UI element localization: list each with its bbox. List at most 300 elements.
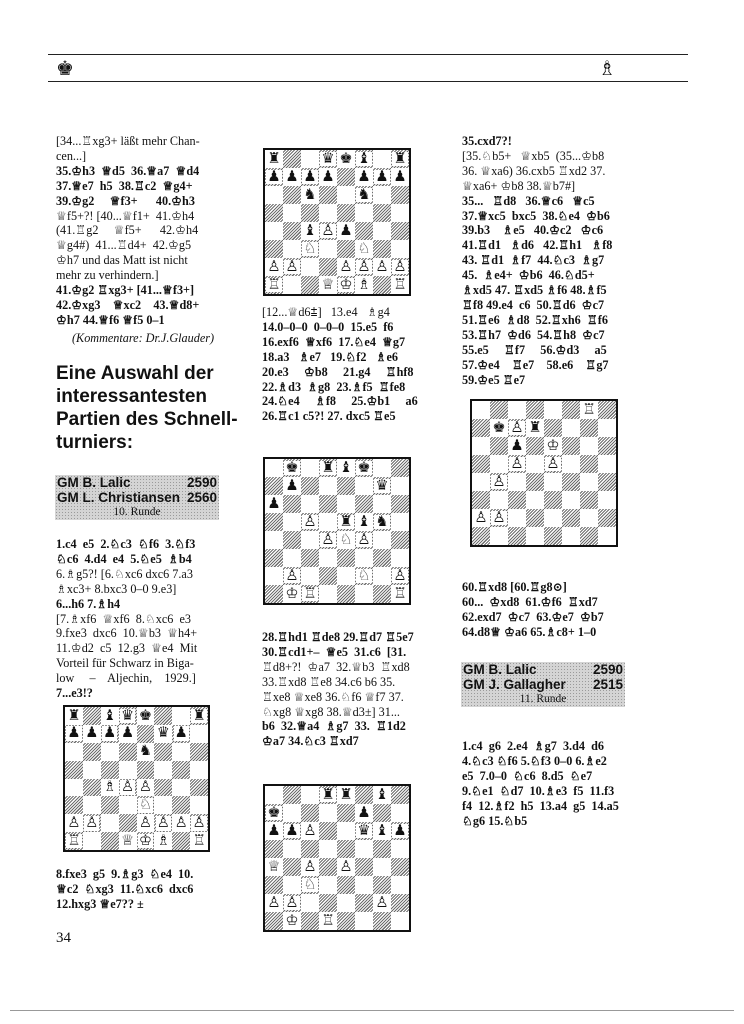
board-square [265, 804, 283, 822]
chess-piece: ♚ [138, 706, 152, 724]
board-square [337, 495, 355, 513]
board-square [319, 459, 337, 477]
move-line: 36. ♕xa6) 36.cxb5 ♖xd2 37. [462, 163, 606, 178]
board-square [172, 707, 190, 725]
chess-piece: ♙ [267, 893, 281, 911]
move-line: 59.♔e5 ♖e7 [462, 372, 526, 387]
chess-piece: ♛ [357, 821, 371, 839]
board-square [265, 258, 283, 276]
board-square [119, 725, 137, 743]
board-square [580, 473, 598, 491]
board-square [373, 222, 391, 240]
board-square [598, 419, 616, 437]
chess-piece: ♜ [321, 785, 335, 803]
board-square [319, 150, 337, 168]
chess-piece: ♟ [285, 476, 299, 494]
board-square [283, 258, 301, 276]
move-line: 7...e3!? [56, 686, 93, 701]
board-square [119, 779, 137, 797]
board-square [355, 822, 373, 840]
round-label: 10. Runde [113, 506, 161, 518]
chess-piece: ♟ [357, 167, 371, 185]
board-square [373, 804, 391, 822]
board-square [283, 459, 301, 477]
board-square [265, 168, 283, 186]
col1-moves-mid [56, 537, 256, 701]
board-square [301, 585, 319, 603]
player-black: GM J. Gallagher 2515 [463, 677, 623, 692]
chess-piece: ♙ [120, 778, 135, 796]
chess-piece: ♔ [285, 584, 299, 602]
board-square [391, 840, 409, 858]
board-square [373, 567, 391, 585]
chess-piece: ♙ [303, 512, 317, 530]
chess-piece: ♛ [375, 476, 389, 494]
board-square [355, 876, 373, 894]
board-square [472, 419, 490, 437]
board-square [355, 240, 373, 258]
board-square [544, 401, 562, 419]
move-line: 35.♔h3 ♕d5 36.♕a7 ♕d4 [56, 163, 200, 178]
col3-moves-a [462, 134, 662, 387]
chess-piece: ♚ [339, 149, 353, 167]
chess-piece: ♙ [285, 257, 299, 275]
chess-piece: ♚ [492, 418, 506, 436]
move-line: 22.♗d3 ♗g8 23.♗f5 ♖fe8 [262, 379, 406, 394]
board-square [172, 796, 190, 814]
board-square [301, 549, 319, 567]
board-square [283, 222, 301, 240]
move-line: 64.d8♕ ♔a6 65.♗c8+ 1–0 [462, 624, 597, 639]
board-square [580, 509, 598, 527]
board-square [355, 912, 373, 930]
board-square [265, 204, 283, 222]
move-line: 37.♕xc5 bxc5 38.♘e4 ♔b6 [462, 208, 610, 223]
board-square [544, 473, 562, 491]
board-square [319, 840, 337, 858]
board-square [265, 186, 283, 204]
board-square [83, 743, 101, 761]
chess-piece: ♟ [303, 167, 317, 185]
board-square [265, 567, 283, 585]
board-square [265, 840, 283, 858]
board-square [301, 258, 319, 276]
board-square [301, 513, 319, 531]
board-square [355, 804, 373, 822]
chess-piece: ♞ [138, 742, 152, 760]
board-square [319, 276, 337, 294]
board-square [526, 455, 544, 473]
board-square [508, 401, 526, 419]
board-square [373, 186, 391, 204]
heading-line: interessantesten [56, 386, 208, 407]
board-square [373, 876, 391, 894]
board-square [154, 707, 172, 725]
chess-piece: ♙ [393, 566, 407, 584]
board-square [101, 743, 119, 761]
move-line: 39.b3 ♗e5 40.♔c2 ♔c6 [462, 223, 604, 238]
chess-piece: ♜ [192, 706, 206, 724]
commentary-text: (Kommentare: Dr.J.Glauder) [72, 331, 215, 345]
board-square [337, 822, 355, 840]
board-square [101, 707, 119, 725]
chess-piece: ♛ [120, 706, 135, 724]
board-square [337, 786, 355, 804]
board-square [265, 240, 283, 258]
chess-piece: ♘ [357, 566, 371, 584]
board-square [301, 150, 319, 168]
board-square [283, 477, 301, 495]
board-square [562, 437, 580, 455]
move-line: Vorteil für Schwarz in Biga- [56, 656, 194, 671]
board-square [544, 527, 562, 545]
board-square [337, 240, 355, 258]
move-line: ♘g6 15.♘b5 [462, 813, 528, 828]
move-line: 16.exf6 ♕xf6 17.♘e4 ♕g7 [262, 334, 406, 349]
board-square [172, 725, 190, 743]
board-square [172, 779, 190, 797]
player-black: GM L. Christiansen 2560 [57, 490, 217, 505]
board-square [319, 258, 337, 276]
board-square [598, 437, 616, 455]
board-square [337, 204, 355, 222]
chess-piece: ♙ [303, 857, 317, 875]
board-square [337, 585, 355, 603]
board-square [562, 473, 580, 491]
board-square [355, 258, 373, 276]
move-line: 9.♘e1 ♘d7 10.♗e3 f5 11.f3 [462, 783, 615, 798]
board-square [190, 707, 208, 725]
board-square [101, 796, 119, 814]
board-square [83, 725, 101, 743]
diagram-after-27-dxc5-re5 [263, 457, 411, 605]
col3-moves-b [462, 580, 662, 640]
board-square [265, 477, 283, 495]
move-line: 41.♔g2 ♖xg3+ [41...♕f3+] [56, 283, 195, 298]
move-line: 6.♗g5?! [6.♘xc6 dxc6 7.a3 [56, 566, 193, 581]
move-line: low – Aljechin, 1929.] [56, 671, 196, 686]
chess-piece: ♟ [510, 436, 524, 454]
board-square [391, 495, 409, 513]
chess-piece: ♘ [303, 875, 317, 893]
board-square [355, 276, 373, 294]
board-square [337, 459, 355, 477]
board-square [580, 491, 598, 509]
board-square [355, 786, 373, 804]
move-line: 33.♖xd8 ♖e8 34.c6 b6 35. [262, 674, 396, 689]
move-line: ♔h7 und das Matt ist nicht [56, 253, 188, 268]
chess-piece: ♖ [303, 584, 317, 602]
board-square [172, 761, 190, 779]
move-line: 12.hxg3 ♕e7?? ± [56, 896, 144, 911]
diagram-after-12-hxg3-we7 [63, 705, 210, 852]
chess-piece: ♜ [321, 458, 335, 476]
board-square [355, 168, 373, 186]
board-square [526, 473, 544, 491]
board-square [391, 822, 409, 840]
chess-piece: ♖ [582, 400, 596, 418]
chess-piece: ♜ [67, 706, 81, 724]
board-square [355, 894, 373, 912]
chess-piece: ♟ [267, 821, 281, 839]
board-square [337, 513, 355, 531]
chess-piece: ♙ [357, 530, 371, 548]
col1-moves-top [56, 134, 256, 328]
move-line: 45. ♗e4+ ♔b6 46.♘d5+ [462, 268, 595, 283]
chess-piece: ♝ [357, 512, 371, 530]
chess-piece: ♘ [138, 795, 152, 813]
chess-piece: ♙ [546, 454, 560, 472]
move-line: 35.cxd7?! [462, 134, 512, 148]
board-square [508, 455, 526, 473]
board-square [373, 786, 391, 804]
board-square [598, 527, 616, 545]
heading-line: Partien des Schnell- [56, 409, 238, 430]
chess-piece: ♔ [285, 911, 299, 929]
move-line: b6 32.♕a4 ♗g7 33. ♖1d2 [262, 719, 406, 734]
chess-piece: ♟ [339, 221, 353, 239]
board-square [355, 531, 373, 549]
board-square [391, 258, 409, 276]
board-square [373, 894, 391, 912]
commentary-credit [72, 331, 257, 346]
move-line: ♘xg8 ♕xg8 38.♕d3±] 31... [262, 704, 400, 719]
board-square [283, 585, 301, 603]
board-square [301, 804, 319, 822]
board-square [373, 513, 391, 531]
board-square [190, 832, 208, 850]
board-square [319, 513, 337, 531]
board-square [598, 473, 616, 491]
move-line: 57.♔e4 ♖e7 58.e6 ♖g7 [462, 357, 609, 372]
board-square [355, 459, 373, 477]
chess-piece: ♞ [375, 512, 389, 530]
board-square [319, 477, 337, 495]
board-square [472, 473, 490, 491]
board-square [154, 814, 172, 832]
player-white: GM B. Lalic 2590 [463, 662, 623, 677]
chess-piece: ♙ [285, 566, 299, 584]
board-square [373, 240, 391, 258]
board-square [526, 491, 544, 509]
board-square [283, 204, 301, 222]
board-square [301, 840, 319, 858]
board-square [137, 743, 155, 761]
board-square [508, 437, 526, 455]
board-square [373, 840, 391, 858]
board-square [337, 186, 355, 204]
chess-piece: ♞ [303, 185, 317, 203]
board-square [190, 725, 208, 743]
board-square [265, 786, 283, 804]
board-square [391, 186, 409, 204]
board-square [391, 912, 409, 930]
board-square [119, 796, 137, 814]
board-square [265, 858, 283, 876]
board-square [154, 796, 172, 814]
board-square [508, 527, 526, 545]
board-square [373, 858, 391, 876]
move-line: 1.c4 g6 2.e4 ♗g7 3.d4 d6 [462, 739, 604, 753]
chess-piece: ♙ [192, 813, 206, 831]
move-line: 30.♖cd1+– ♕e5 31.c6 [31. [262, 644, 407, 659]
board-square [373, 168, 391, 186]
board-square [154, 779, 172, 797]
top-rule-1 [48, 54, 688, 55]
board-square [355, 858, 373, 876]
board-square [373, 477, 391, 495]
bottom-rule [10, 1010, 734, 1011]
chess-piece: ♔ [339, 275, 353, 293]
board-square [319, 495, 337, 513]
chess-piece: ♜ [393, 149, 407, 167]
chess-piece: ♕ [267, 857, 281, 875]
board-square [283, 912, 301, 930]
chess-piece: ♙ [339, 857, 353, 875]
chess-piece: ♟ [393, 167, 407, 185]
chess-piece: ♖ [67, 831, 81, 849]
move-line: 6...h6 7.♗h4 [56, 596, 121, 611]
move-line: 62.exd7 ♔c7 63.♔e7 ♔b7 [462, 609, 604, 624]
board-square [65, 707, 83, 725]
move-line: (41.♖g2 ♕f5+ 42.♔h4 [56, 223, 199, 238]
board-square [337, 531, 355, 549]
board-square [137, 814, 155, 832]
board-square [283, 531, 301, 549]
chess-piece: ♙ [339, 257, 353, 275]
board-square [119, 814, 137, 832]
heading-line: turniers: [56, 432, 134, 453]
board-square [319, 822, 337, 840]
chess-piece: ♟ [174, 724, 188, 742]
board-square [83, 707, 101, 725]
chess-piece: ♙ [375, 257, 389, 275]
board-square [337, 168, 355, 186]
board-square [65, 832, 83, 850]
chess-piece: ♛ [156, 724, 170, 742]
board-square [319, 858, 337, 876]
move-line: 37.♕e7 h5 38.♖c2 ♕g4+ [56, 178, 193, 193]
chess-piece: ♖ [192, 831, 206, 849]
board-square [562, 491, 580, 509]
board-square [337, 912, 355, 930]
board-square [137, 779, 155, 797]
chess-piece: ♕ [120, 831, 135, 849]
chess-piece: ♙ [321, 530, 335, 548]
chess-piece: ♚ [357, 458, 371, 476]
board-square [319, 894, 337, 912]
move-line: 9.fxe3 dxc6 10.♕b3 ♕h4+ [56, 626, 198, 641]
board-square [373, 204, 391, 222]
board-square [355, 567, 373, 585]
chess-piece: ♙ [85, 813, 99, 831]
board-square [490, 419, 508, 437]
board-square [283, 549, 301, 567]
board-square [472, 437, 490, 455]
board-square [265, 585, 283, 603]
heading-line: Eine Auswahl der [56, 363, 214, 384]
board-square [154, 832, 172, 850]
board-square [265, 513, 283, 531]
game-header-2 [461, 662, 625, 707]
board-square [301, 858, 319, 876]
chess-piece: ♟ [321, 167, 335, 185]
board-square [373, 585, 391, 603]
move-line: 53.♖h7 ♔d6 54.♖h8 ♔c7 [462, 327, 605, 342]
chess-piece: ♔ [546, 436, 560, 454]
chess-piece: ♜ [528, 418, 542, 436]
board-square [526, 401, 544, 419]
board-square [391, 459, 409, 477]
board-square [391, 222, 409, 240]
board-square [319, 186, 337, 204]
bishop-icon: ♗ [598, 56, 616, 80]
col2-moves-b [262, 630, 452, 749]
move-line: ♗xc3+ 8.bxc3 0–0 9.e3] [56, 581, 177, 596]
board-square [355, 513, 373, 531]
board-square [355, 186, 373, 204]
board-square [544, 509, 562, 527]
board-square [154, 743, 172, 761]
chess-piece: ♝ [375, 785, 389, 803]
board-square [190, 779, 208, 797]
chess-piece: ♜ [267, 149, 281, 167]
board-square [391, 585, 409, 603]
move-line: ♕g4#) 41...♖d4+ 42.♔g5 [56, 238, 192, 253]
board-square [137, 725, 155, 743]
board-square [301, 240, 319, 258]
board-square [83, 761, 101, 779]
board-square [391, 786, 409, 804]
board-square [391, 513, 409, 531]
board-square [598, 455, 616, 473]
board-square [391, 549, 409, 567]
board-square [301, 495, 319, 513]
board-square [544, 419, 562, 437]
board-square [544, 437, 562, 455]
board-square [283, 513, 301, 531]
board-square [265, 531, 283, 549]
board-square [83, 796, 101, 814]
move-line: ♕xa6+ ♔b8 38.♕b7#] [462, 178, 576, 193]
chess-piece: ♟ [285, 167, 299, 185]
board-square [391, 150, 409, 168]
chess-piece: ♞ [357, 185, 371, 203]
board-square [319, 222, 337, 240]
chess-piece: ♗ [103, 778, 117, 796]
diagram-start-game-lalic-christiansen [263, 148, 411, 296]
board-square [580, 401, 598, 419]
chess-piece: ♖ [321, 911, 335, 929]
board-square [190, 761, 208, 779]
board-square [490, 509, 508, 527]
game-header-1 [55, 475, 219, 520]
chess-piece: ♚ [285, 458, 299, 476]
chess-piece: ♙ [510, 454, 524, 472]
move-line: 18.a3 ♗e7 19.♘f2 ♗e6 [262, 349, 399, 364]
move-line: ♘c6 4.d4 e4 5.♘e5 ♗b4 [56, 551, 192, 566]
chess-piece: ♙ [138, 778, 152, 796]
board-square [301, 222, 319, 240]
board-square [101, 761, 119, 779]
board-square [83, 814, 101, 832]
board-square [337, 876, 355, 894]
board-square [119, 743, 137, 761]
board-square [373, 531, 391, 549]
chess-piece: ♟ [357, 803, 371, 821]
board-square [137, 761, 155, 779]
board-square [265, 150, 283, 168]
